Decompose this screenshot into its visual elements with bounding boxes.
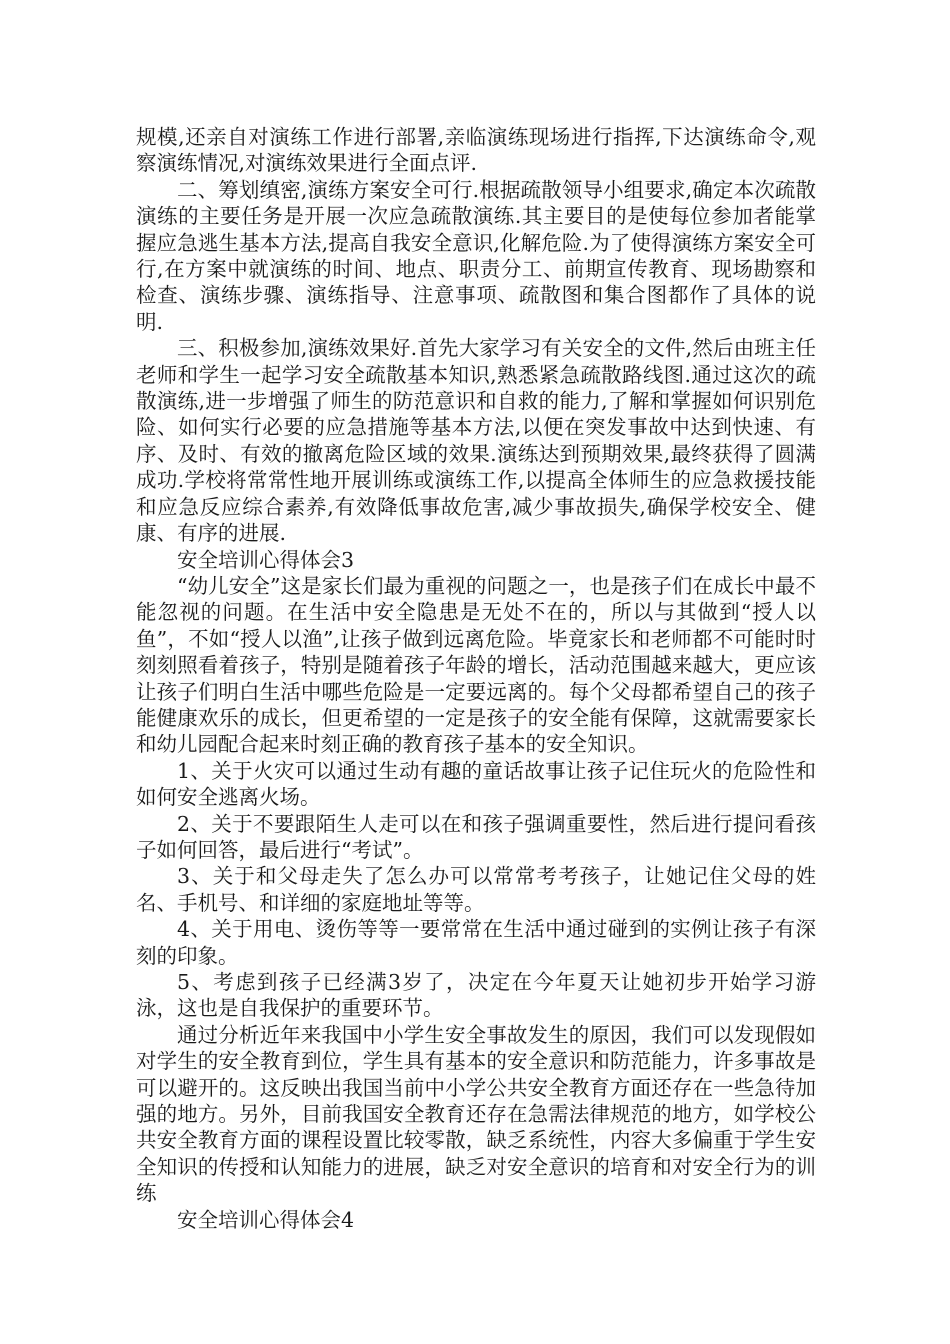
paragraph-child-safety-intro: “幼儿安全”这是家长们最为重视的问题之一，也是孩子们在成长中最不能忽视的问题。在生活中安全隐患是无处不在的，所以与其做到“授人以鱼”，不如“授人以渔”,让孩子做到远离危险。毕竟家长和老师都不可能时时刻刻照看着孩子，特别是随着孩子年龄的增长，活动范围越来越大，更应该让孩子们明白生活中哪些危险是一定要远离的。每个父母都希望自己的孩子能健康欢乐的成长，但更希望的一定是孩子的安全能有保障，这就需要家长和幼儿园配合起来时刻正确的教育孩子基本的安全知识。 [136, 573, 816, 757]
paragraph-drill-planning: 二、筹划缜密,演练方案安全可行.根据疏散领导小组要求,确定本次疏散演练的主要任务是开展一次应急疏散演练.其主要目的是使每位参加者能掌握应急逃生基本方法,提高自我安全意识,化解危险.为了使得演练方案安全可行,在方案中就演练的时间、地点、职责分工、前期宣传教育、现场勘察和检查、演练步骤、演练指导、注意事项、疏散图和集合图都作了具体的说明. [136, 177, 816, 334]
paragraph-drill-results: 三、积极参加,演练效果好.首先大家学习有关安全的文件,然后由班主任老师和学生一起学习安全疏散基本知识,熟悉紧急疏散路线图.通过这次的疏散演练,进一步增强了师生的防范意识和自救的能力,了解和掌握如何识别危险、如何实行必要的应急措施等基本方法,以便在突发事故中达到快速、有序、及时、有效的撤离危险区域的效果.演练达到预期效果,最终获得了圆满成功.学校将常常性地开展训练或演练工作,以提高全体师生的应急救援技能和应急反应综合素养,有效降低事故危害,减少事故损失,确保学校安全、健康、有序的进展. [136, 336, 816, 546]
list-item-swimming: 5、考虑到孩子已经满3岁了，决定在今年夏天让她初步开始学习游泳，这也是自我保护的重要环节。 [136, 970, 816, 1021]
list-item-strangers: 2、关于不要跟陌生人走可以在和孩子强调重要性，然后进行提问看孩子如何回答，最后进行“考试”。 [136, 811, 816, 862]
paragraph-analysis: 通过分析近年来我国中小学生安全事故发生的原因，我们可以发现假如对学生的安全教育到位，学生具有基本的安全意识和防范能力，许多事故是可以避开的。这反映出我国当前中小学公共安全教育方面还存在一些急待加强的地方。另外，目前我国安全教育还存在急需法律规范的地方，如学校公共安全教育方面的课程设置比较零散，缺乏系统性，内容大多偏重于学生安全知识的传授和认知能力的进展，缺乏对安全意识的培育和对安全行为的训练 [136, 1022, 816, 1206]
paragraph-continuation: 规模,还亲自对演练工作进行部署,亲临演练现场进行指挥,下达演练命令,观察演练情况,对演练效果进行全面点评. [136, 125, 816, 176]
section-heading-4: 安全培训心得体会4 [177, 1207, 355, 1232]
section-heading-3: 安全培训心得体会3 [177, 547, 355, 572]
list-item-lost: 3、关于和父母走失了怎么办可以常常考考孩子，让她记住父母的姓名、手机号、和详细的家庭地址等等。 [136, 864, 816, 915]
list-item-electricity-burns: 4、关于用电、烫伤等等一要常常在生活中通过碰到的实例让孩子有深刻的印象。 [136, 917, 816, 968]
list-item-fire: 1、关于火灾可以通过生动有趣的童话故事让孩子记住玩火的危险性和如何安全逃离火场。 [136, 758, 816, 810]
document-body [136, 124, 816, 1233]
